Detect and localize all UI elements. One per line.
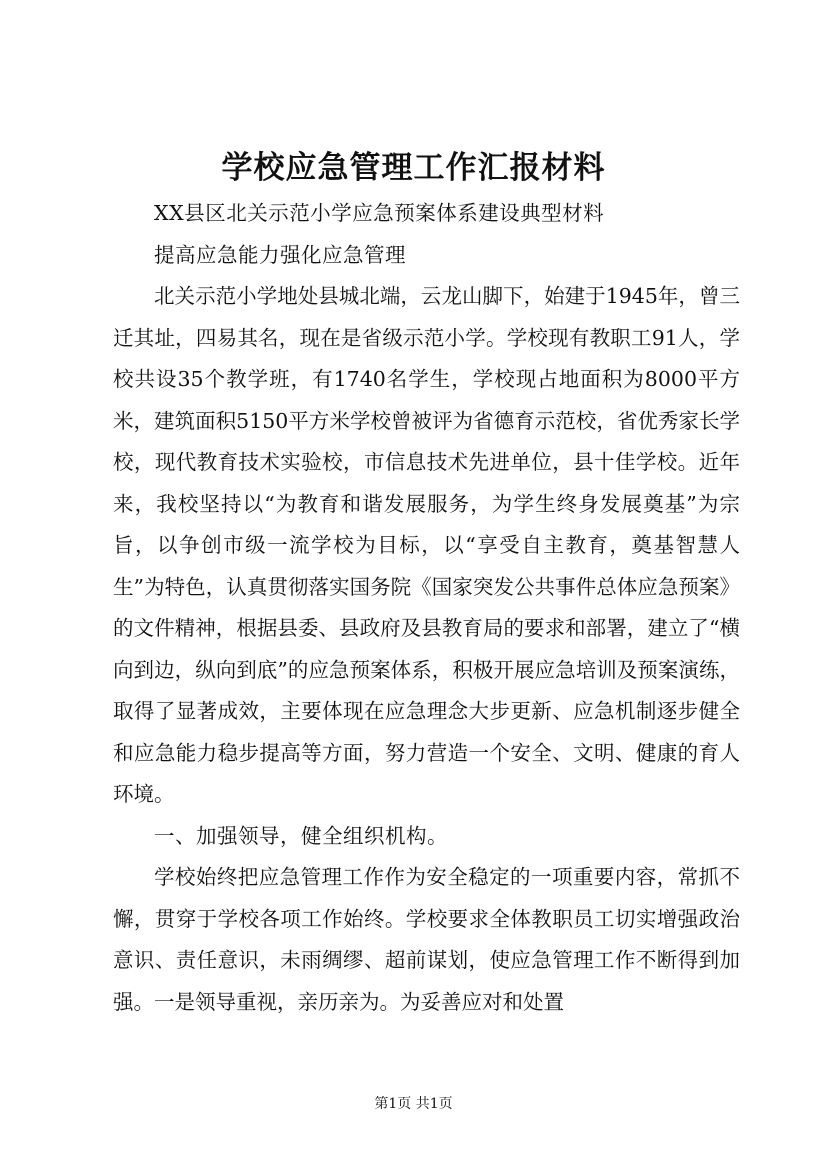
document-title: 学校应急管理工作汇报材料 <box>221 150 606 186</box>
document-body <box>113 193 740 1023</box>
theme-paragraph: 提高应急能力强化应急管理 <box>154 242 406 267</box>
subtitle-paragraph: XX县区北关示范小学应急预案体系建设典型材料 <box>154 201 605 225</box>
section-body-paragraph: 学校始终把应急管理工作作为安全稳定的一项重要内容，常抓不懈，贯穿于学校各项工作始终。学校要求全体教职员工切实增强政治意识、责任意识，未雨绸缪、超前谋划，使应急管理工作不断得到加强。一是领导重视，亲历亲为。为妥善应对和处置 <box>113 865 740 1014</box>
section-heading: 一、加强领导，健全组织机构。 <box>154 823 448 848</box>
page-number-footer: 第1页 共1页 <box>374 1096 453 1112</box>
school-overview-paragraph: 北关示范小学地处县城北端，云龙山脚下，始建于1945年，曾三迁其址，四易其名，现在是省级示范小学。学校现有教职工91人，学校共设35个教学班，有1740名学生，学校现占地面积为8000平方米，建筑面积5150平方米学校曾被评为省德育示范校，省优秀家长学校，现代教育技术实验校，市信息技术先进单位，县十佳学校。近年来，我校坚持以“为教育和谐发展服务，为学生终身发展奠基”为宗旨，以争创市级一流学校为目标，以“享受自主教育，奠基智慧人生”为特色，认真贯彻落实国务院《国家突发公共事件总体应急预案》的文件精神，根据县委、县政府及县教育局的要求和部署，建立了“横向到边，纵向到底”的应急预案体系，积极开展应急培训及预案演练，取得了显著成效，主要体现在应急理念大步更新、应急机制逐步健全和应急能力稳步提高等方面，努力营造一个安全、文明、健康的育人环境。 <box>113 284 740 806</box>
